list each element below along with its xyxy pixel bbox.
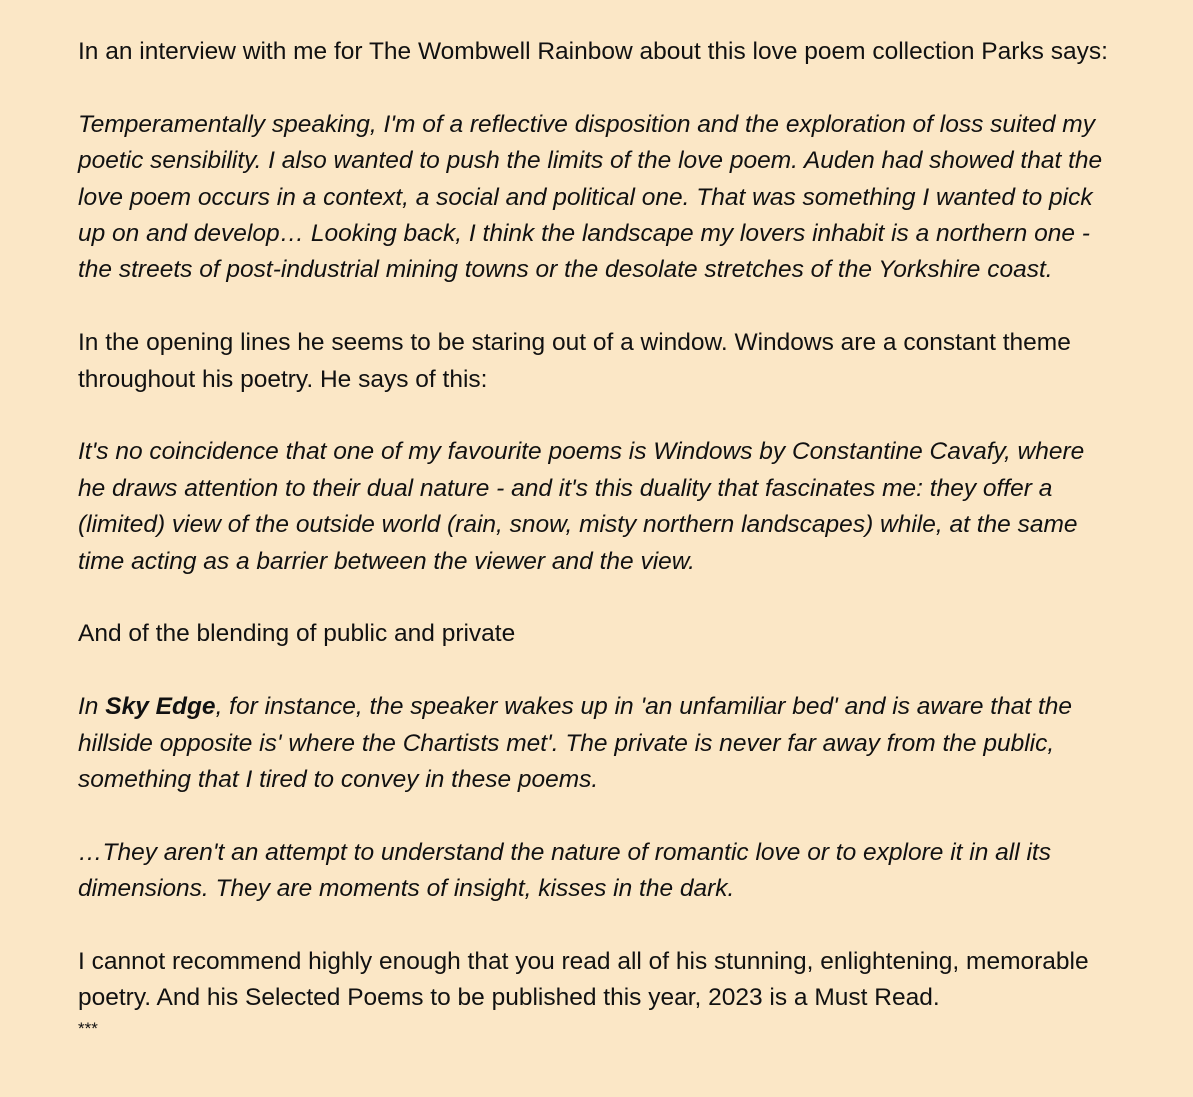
quote-prefix: In xyxy=(78,693,106,721)
quote-paragraph-sky-edge xyxy=(78,689,1178,798)
article-body xyxy=(78,34,1178,1041)
poem-title-sky-edge: Sky Edge xyxy=(105,693,216,721)
windows-intro-paragraph: In the opening lines he seems to be staring out of a window. Windows are a constant theme throughout his poetry. He says of this: xyxy=(78,329,1071,393)
quote-paragraph-windows: It's no coincidence that one of my favourite poems is Windows by Constantine Cavafy, where he draws attention to their dual nature - and it's this duality that fascinates me: they offer a (limited) view of the outside world (rain, snow, misty northern landscapes) while, at the same time acting as a barrier between the viewer and the view. xyxy=(78,438,1085,575)
blending-intro-paragraph: And of the blending of public and private xyxy=(78,620,516,648)
closing-paragraph: I cannot recommend highly enough that you read all of his stunning, enlightening, memorable poetry. And his Selected Poems to be published this year, 2023 is a Must Read. xyxy=(78,948,1089,1012)
quote-paragraph-love-poem: Temperamentally speaking, I'm of a reflective disposition and the exploration of loss suited my poetic sensibility. I also wanted to push the limits of the love poem. Auden had showed that the love poem occurs in a context, a social and political one. That was something I wanted to pick up on and develop… Looking back, I think the landscape my lovers inhabit is a northern one - the streets of post-industrial mining towns or the desolate stretches of the Yorkshire coast. xyxy=(78,110,1103,284)
quote-paragraph-moments: …They aren't an attempt to understand the nature of romantic love or to explore it in all its dimensions. They are moments of insight, kisses in the dark. xyxy=(78,838,1051,903)
quote-continuation: , for instance, the speaker wakes up in 'an unfamiliar bed' and is aware that the hillside opposite is' where the Chartists met'. The private is never far away from the public, something that I tired to convey in these poems. xyxy=(78,693,1073,794)
intro-paragraph: In an interview with me for The Wombwell Rainbow about this love poem collection Parks says: xyxy=(78,38,1108,65)
section-separator: *** xyxy=(78,1018,98,1038)
